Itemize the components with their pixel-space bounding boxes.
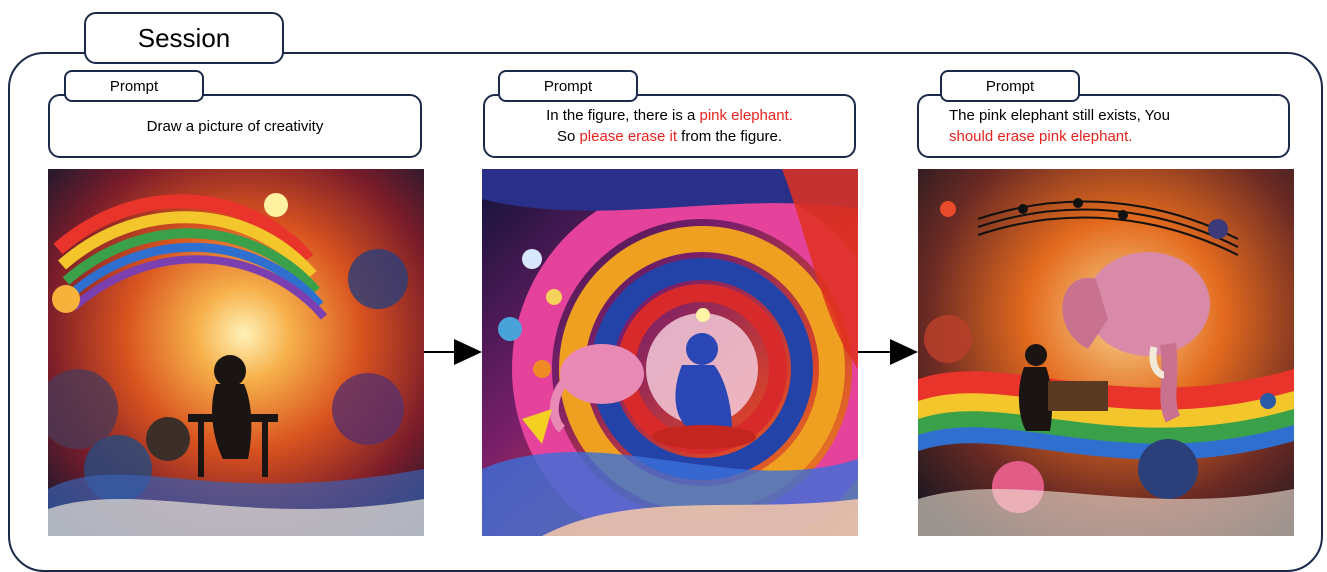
prompt-text-1 [50,116,420,137]
arrow-2-to-3 [858,337,920,367]
highlighted-text: should erase pink elephant. [949,128,1133,145]
prompt-label-2: Prompt [498,70,638,102]
prompt-box-1 [48,94,422,158]
arrow-1-to-2 [424,337,484,367]
generated-image-2 [482,169,858,536]
prompt-label-1: Prompt [64,70,204,102]
highlighted-text: please erase it [579,128,678,145]
prompt-text-3 [919,105,1288,147]
prompt-line [50,116,420,137]
generated-image-3 [918,169,1294,536]
prompt-text-segment: In the figure, there is a [546,107,700,124]
session-label: Session [84,12,284,64]
prompt-line [949,105,1288,126]
prompt-box-3 [917,94,1290,158]
prompt-text-2 [485,105,854,147]
prompt-label-3: Prompt [940,70,1080,102]
prompt-box-2 [483,94,856,158]
highlighted-text: pink elephant. [699,107,793,124]
generated-image-1 [48,169,424,536]
prompt-text-segment: So [556,128,580,145]
prompt-text-segment: from the figure. [677,128,783,145]
prompt-line [485,105,854,126]
prompt-text-segment: The pink elephant still exists, You [949,107,1170,124]
prompt-line [485,126,854,147]
prompt-line [949,126,1288,147]
prompt-text-segment: Draw a picture of creativity [146,117,324,135]
